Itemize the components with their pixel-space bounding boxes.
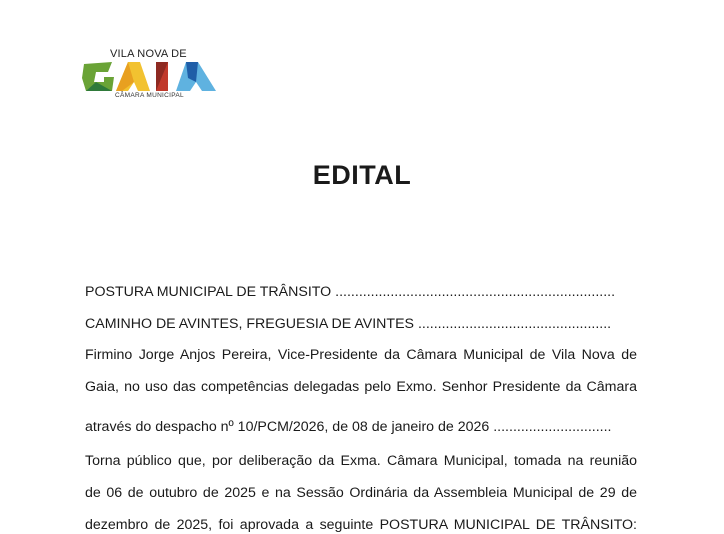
logo-top-text: VILA NOVA DE [110, 48, 187, 60]
gaia-logo-mark [82, 60, 222, 92]
logo-bottom-text: CÂMARA MUNICIPAL [115, 92, 184, 99]
text-line: CAMINHO DE AVINTES, FREGUESIA DE AVINTES ................................................. [85, 316, 612, 332]
text-line: Firmino Jorge Anjos Pereira, Vice-Presidente da Câmara Municipal de Vila Nova de [85, 347, 637, 363]
page-title: EDITAL [312, 160, 412, 190]
municipality-logo [82, 48, 222, 104]
text-line: dezembro de 2025, foi aprovada a seguinte POSTURA MUNICIPAL DE TRÂNSITO: [85, 517, 637, 533]
text-line: através do despacho nº 10/PCM/2026, de 08 de janeiro de 2026 .............................. [85, 419, 612, 435]
text-line: Torna público que, por deliberação da Exma. Câmara Municipal, tomada na reunião [85, 453, 637, 469]
text-line: Gaia, no uso das competências delegadas pelo Exmo. Senhor Presidente da Câmara [85, 379, 637, 395]
text-line: de 06 de outubro de 2025 e na Sessão Ordinária da Assembleia Municipal de 29 de [85, 485, 637, 501]
text-line: POSTURA MUNICIPAL DE TRÂNSITO ....................................................................... [85, 284, 616, 300]
